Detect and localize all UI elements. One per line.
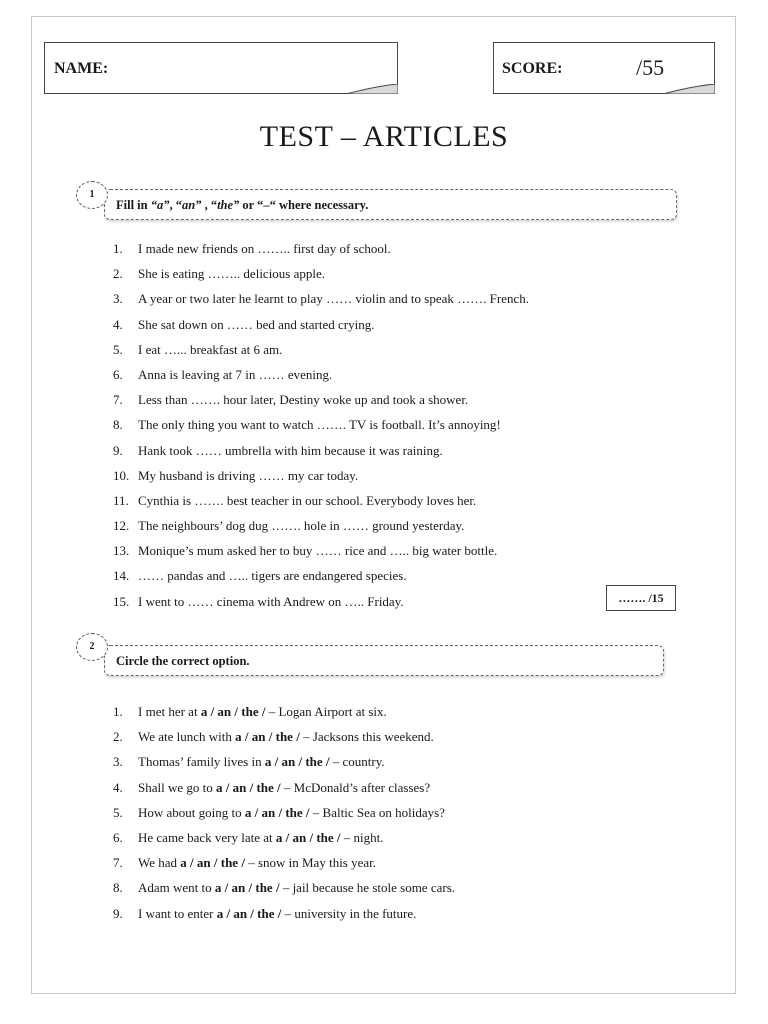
page-title: TEST – ARTICLES (259, 120, 509, 153)
list-item: 4. She sat down on …… bed and started crying. (113, 316, 375, 332)
list-item: 6. He came back very late at a / an / the / – night. (113, 829, 384, 845)
name-box[interactable] (44, 42, 398, 94)
list-item: 3. Thomas’ family lives in a / an / the / – country. (113, 754, 385, 770)
list-item: 10. My husband is driving …… my car today. (113, 467, 359, 483)
score-box[interactable] (493, 42, 715, 94)
list-item: 12. The neighbours’ dog dug ……. hole in …… ground yesterday. (113, 518, 465, 534)
list-item: 6. Anna is leaving at 7 in …… evening. (113, 366, 333, 382)
list-item: 5. How about going to a / an / the / – Baltic Sea on holidays? (113, 804, 445, 820)
list-item: 1. I met her at a / an / the / – Logan Airport at six. (113, 704, 387, 719)
list-item: 7. We had a / an / the / – snow in May this year. (113, 855, 377, 871)
page-curl-icon (663, 84, 715, 94)
exercise-2-list (113, 699, 455, 926)
exercise-1-list (113, 236, 529, 614)
answer-options[interactable]: a / an / the / (200, 704, 266, 719)
answer-options[interactable]: a / an / the / (216, 905, 282, 921)
list-item: 8. Adam went to a / an / the / – jail because he stole some cars. (113, 880, 455, 896)
answer-options[interactable]: a / an / the / (216, 779, 281, 795)
list-item: 5. I eat …... breakfast at 6 am. (113, 341, 283, 357)
answer-options[interactable]: a / an / the / (235, 729, 300, 745)
list-item: 2. We ate lunch with a / an / the / – Jacksons this weekend. (113, 729, 434, 745)
list-item: 15. I went to …… cinema with Andrew on ….. Friday. (113, 593, 404, 609)
section-instruction: Fill in “a”, “an” , “the” or “–“ where necessary. (104, 189, 677, 220)
list-item: 2. She is eating …….. delicious apple. (113, 266, 326, 282)
score-label: SCORE: (502, 60, 563, 77)
list-item: 7. Less than ……. hour later, Destiny woke up and took a shower. (113, 392, 469, 408)
section-instruction: Circle the correct option. (104, 645, 664, 676)
list-item: 3. A year or two later he learnt to play …… violin and to speak ……. French. (113, 291, 529, 307)
list-item: 14. …… pandas and ….. tigers are endangered species. (113, 568, 407, 584)
list-item: 1. I made new friends on …….. first day of school. (113, 241, 391, 256)
answer-options[interactable]: a / an / the / (264, 754, 330, 770)
list-item: 8. The only thing you want to watch ……. TV is football. It’s annoying! (113, 417, 501, 433)
answer-options[interactable]: a / an / the / (275, 829, 341, 845)
name-label: NAME: (54, 60, 109, 77)
list-item: 9. Hank took …… umbrella with him because it was raining. (113, 442, 443, 458)
list-item: 4. Shall we go to a / an / the / – McDonald’s after classes? (113, 779, 431, 795)
page-curl-icon (346, 84, 398, 94)
list-item: 11. Cynthia is ……. best teacher in our school. Everybody loves her. (113, 492, 477, 508)
score-total: /55 (636, 55, 665, 80)
section-number-badge: 2 (76, 633, 108, 661)
answer-options[interactable]: a / an / the / (180, 855, 245, 871)
answer-options[interactable]: a / an / the / (214, 880, 280, 896)
list-item: 9. I want to enter a / an / the / – university in the future. (113, 905, 417, 921)
answer-options[interactable]: a / an / the / (244, 804, 310, 820)
section-number-badge: 1 (76, 181, 108, 209)
section-score-box[interactable]: ……. /15 (606, 585, 676, 611)
list-item: 13. Monique’s mum asked her to buy …… rice and ….. big water bottle. (113, 543, 498, 559)
